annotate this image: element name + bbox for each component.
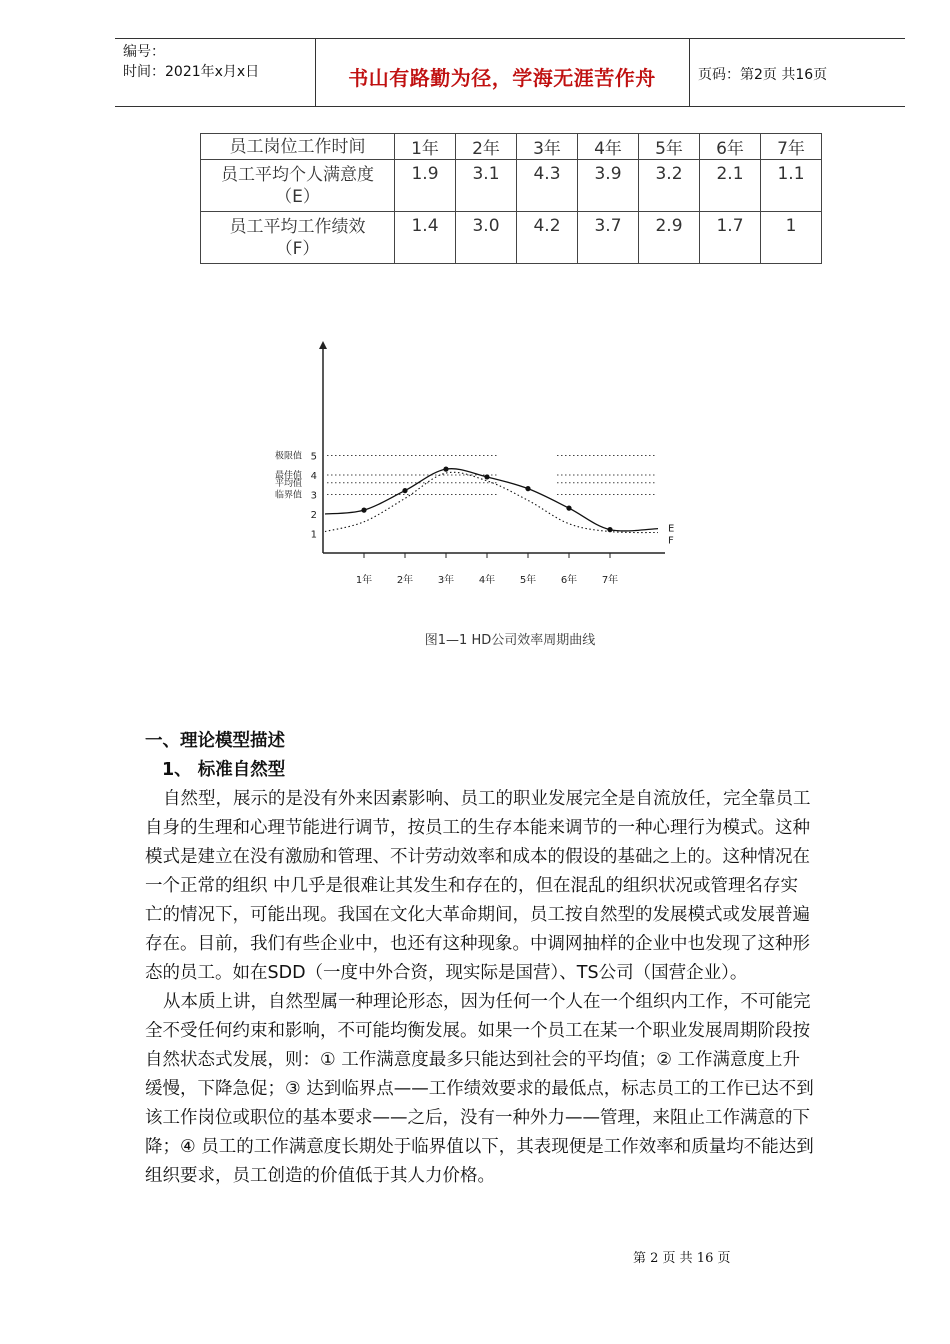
paragraph-line: 从本质上讲，自然型属一种理论形态，因为任何一个人在一个组织内工作，不可能完 bbox=[163, 992, 811, 1012]
table-cell: 1 bbox=[761, 212, 822, 264]
paragraph-line: 一个正常的组织 中几乎是很难让其发生和存在的，但在混乱的组织状况或管理名存实 bbox=[145, 876, 799, 896]
paragraph-line: 自然型，展示的是没有外来因素影响、员工的职业发展完全是自流放任，完全靠员工 bbox=[163, 789, 811, 809]
time-label: 时间：2021年x月x日 bbox=[123, 64, 260, 80]
section-subheading: 1、 标准自然型 bbox=[162, 760, 286, 780]
table-cell: 2.1 bbox=[700, 160, 761, 212]
series-line-F bbox=[325, 472, 658, 532]
data-point bbox=[443, 467, 448, 472]
table-header-cell: 员工岗位工作时间 bbox=[201, 134, 395, 160]
table-row bbox=[201, 160, 822, 212]
series-line-E bbox=[325, 469, 658, 531]
paragraph-1 bbox=[145, 785, 875, 988]
data-point bbox=[361, 508, 366, 513]
table-header-row bbox=[201, 134, 822, 160]
table-cell: 1.7 bbox=[700, 212, 761, 264]
paragraph-2 bbox=[145, 988, 875, 1191]
data-point bbox=[566, 506, 571, 511]
paragraph-line: 该工作岗位或职位的基本要求——之后，没有一种外力——管理，来阻止工作满意的下 bbox=[145, 1108, 810, 1128]
page-footer: 第 2 页 共 16 页 bbox=[633, 1251, 731, 1266]
level-label: 极限值 bbox=[275, 451, 303, 462]
paragraph-line: 缓慢，下降急促；③ 达到临界点——工作绩效要求的最低点，标志员工的工作已达不到 bbox=[145, 1079, 814, 1099]
table-header-cell: 1年 bbox=[395, 134, 456, 160]
header-divider bbox=[689, 38, 690, 107]
table-cell: 4.2 bbox=[517, 212, 578, 264]
table-cell: 3.1 bbox=[456, 160, 517, 212]
paragraph-line: 全不受任何约束和影响，不可能均衡发展。如果一个员工在某一个职业发展周期阶段按 bbox=[145, 1021, 810, 1041]
data-point bbox=[525, 486, 530, 491]
table-header-cell: 3年 bbox=[517, 134, 578, 160]
table-cell: 1.1 bbox=[761, 160, 822, 212]
header-meta bbox=[123, 42, 259, 82]
x-tick-label: 4年 bbox=[478, 575, 496, 586]
table-cell: 3.0 bbox=[456, 212, 517, 264]
table-header-cell: 4年 bbox=[578, 134, 639, 160]
table-cell: 3.2 bbox=[639, 160, 700, 212]
y-tick-label: 5 bbox=[310, 451, 317, 463]
x-tick-label: 5年 bbox=[519, 575, 537, 586]
x-tick-label: 6年 bbox=[560, 575, 578, 586]
paragraph-line: 降；④ 员工的工作满意度长期处于临界值以下，其表现便是工作效率和质量均不能达到 bbox=[145, 1137, 814, 1157]
level-label: 最佳值 bbox=[275, 471, 303, 481]
table-header-cell: 5年 bbox=[639, 134, 700, 160]
x-tick-label: 3年 bbox=[437, 575, 455, 586]
x-tick-label: 7年 bbox=[601, 575, 619, 586]
header-bottom-rule bbox=[115, 106, 905, 107]
table-row-label bbox=[201, 212, 395, 264]
level-label: 临界值 bbox=[275, 490, 303, 501]
table-header-cell: 2年 bbox=[456, 134, 517, 160]
y-tick-label: 4 bbox=[310, 471, 317, 482]
table-cell: 4.3 bbox=[517, 160, 578, 212]
header-page-label: 页码：第2页 共16页 bbox=[698, 67, 828, 83]
paragraph-line: 自然状态式发展，则：① 工作满意度最多只能达到社会的平均值；② 工作满意度上升 bbox=[145, 1050, 800, 1070]
header-motto: 书山有路勤为径，学海无涯苦作舟 bbox=[348, 66, 656, 90]
row-label-line: （F） bbox=[275, 238, 320, 259]
paragraph-line: 模式是建立在没有激励和管理、不计劳动效率和成本的假设的基础之上的。这种情况在 bbox=[145, 847, 810, 867]
row-label-line: 员工平均工作绩效 bbox=[229, 216, 366, 237]
level-label: 平均值 bbox=[275, 478, 303, 489]
efficiency-cycle-chart bbox=[265, 333, 755, 655]
table-cell: 3.9 bbox=[578, 160, 639, 212]
table-cell: 1.9 bbox=[395, 160, 456, 212]
y-tick-label: 1 bbox=[310, 529, 317, 541]
section-heading: 一、理论模型描述 bbox=[145, 731, 285, 751]
data-point bbox=[402, 488, 407, 493]
table-row bbox=[201, 212, 822, 264]
y-tick-label: 2 bbox=[310, 510, 317, 521]
row-label-line: 员工平均个人满意度 bbox=[221, 164, 374, 185]
figure-caption: 图1—1 HD公司效率周期曲线 bbox=[424, 633, 596, 648]
paragraph-line: 自身的生理和心理节能进行调节，按员工的生存本能来调节的一种心理行为模式。这种 bbox=[145, 818, 810, 838]
series-label: F bbox=[668, 535, 674, 547]
table-cell: 1.4 bbox=[395, 212, 456, 264]
data-point bbox=[484, 474, 489, 479]
table-header-cell: 6年 bbox=[700, 134, 761, 160]
x-tick-label: 2年 bbox=[396, 575, 414, 586]
data-table bbox=[200, 133, 822, 264]
page-header bbox=[115, 38, 905, 108]
y-axis-arrow bbox=[319, 341, 327, 349]
table-cell: 3.7 bbox=[578, 212, 639, 264]
series-label: E bbox=[668, 523, 675, 535]
header-top-rule bbox=[115, 38, 905, 39]
serial-label: 编号： bbox=[123, 44, 165, 60]
paragraph-line: 组织要求，员工创造的价值低于其人力价格。 bbox=[145, 1166, 495, 1186]
table-header-cell: 7年 bbox=[761, 134, 822, 160]
paragraph-line: 存在。目前，我们有些企业中，也还有这种现象。中调网抽样的企业中也发现了这种形 bbox=[145, 934, 810, 954]
x-tick-label: 1年 bbox=[355, 575, 373, 586]
efficiency-cycle-figure bbox=[265, 333, 755, 655]
row-label-line: （E） bbox=[275, 186, 320, 207]
paragraph-line: 态的员工。如在SDD（一度中外合资，现实际是国营）、TS公司（国营企业）。 bbox=[145, 963, 748, 983]
y-tick-label: 3 bbox=[310, 490, 317, 502]
table-cell: 2.9 bbox=[639, 212, 700, 264]
table-row-label bbox=[201, 160, 395, 212]
paragraph-line: 亡的情况下，可能出现。我国在文化大革命期间，员工按自然型的发展模式或发展普遍 bbox=[145, 905, 810, 925]
